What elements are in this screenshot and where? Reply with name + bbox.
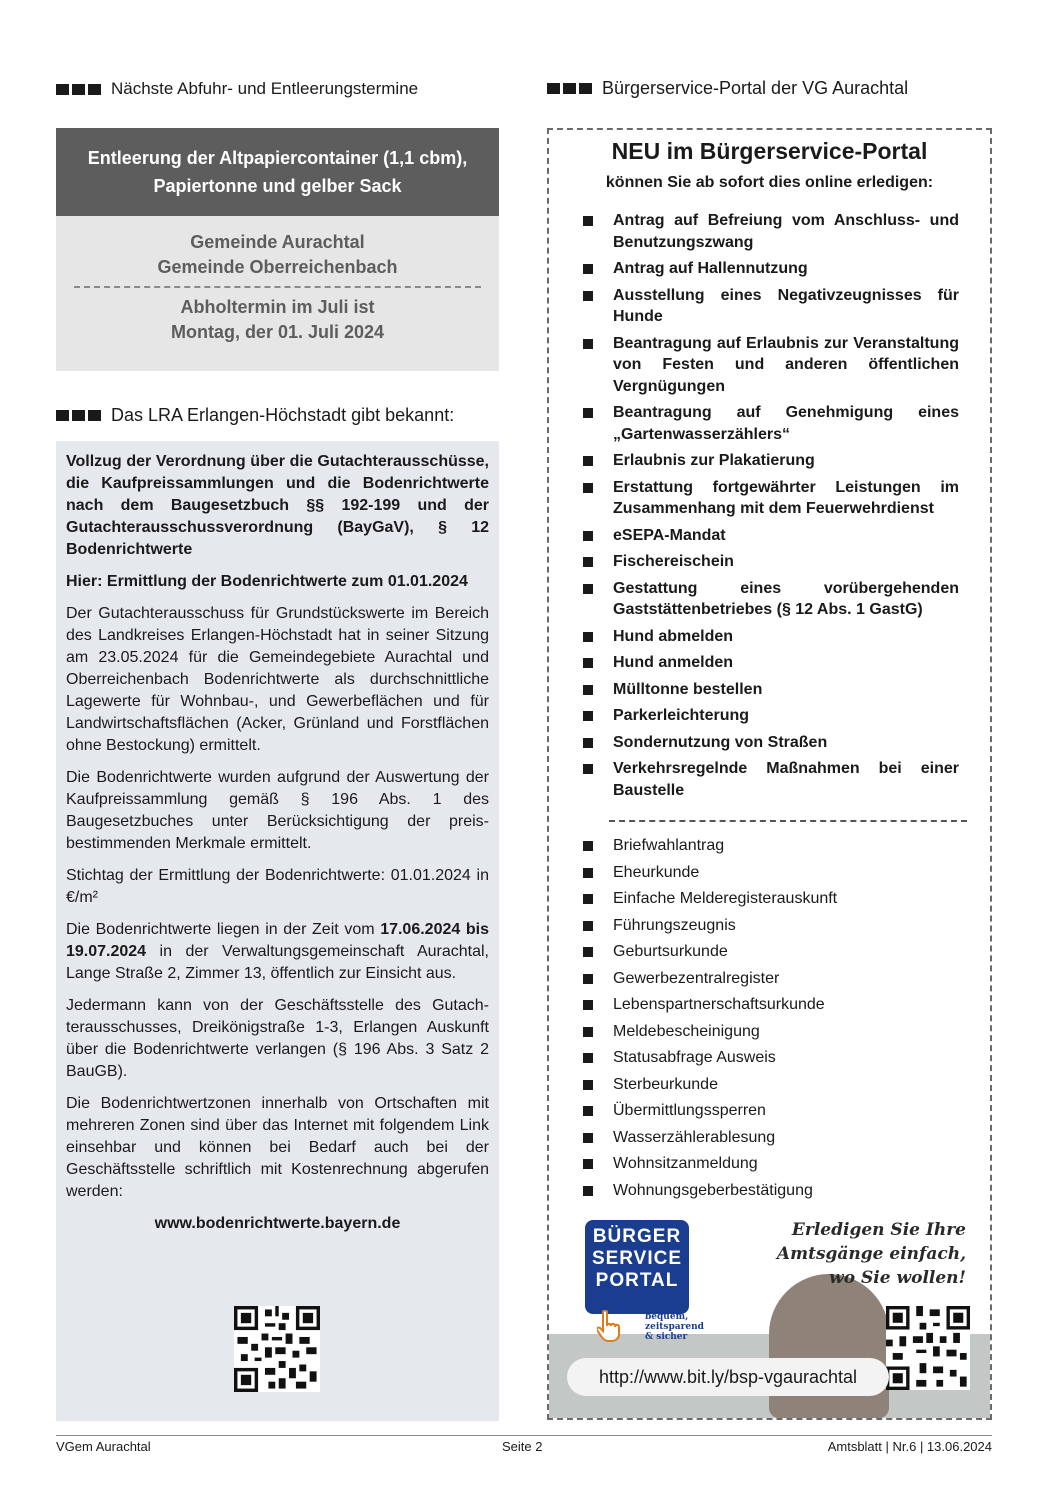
qr-code-icon — [234, 1306, 320, 1392]
abfuhr-box — [56, 128, 499, 371]
qr-code-icon — [886, 1306, 970, 1390]
portal-heading — [547, 78, 908, 99]
gemeinde-oberreichenbach: Gemeinde Oberreichenbach — [157, 257, 398, 277]
lra-heading — [56, 405, 454, 426]
heading-squares-icon — [56, 84, 101, 95]
heading-squares-icon — [547, 83, 592, 94]
lra-p6-dates: 17.06.2024 bis 19.07.2024 — [66, 921, 490, 960]
service-list-item: Übermittlungssperren — [583, 1100, 959, 1122]
abfuhr-divider — [74, 286, 481, 288]
service-list-item: Parkerleichterung — [583, 705, 959, 727]
lra-paragraph-5: Stichtag der Ermittlung der Bodenrichtwerte: 01.01.2024 in €/m² — [66, 867, 489, 906]
bodenrichtwerte-link[interactable]: www.bodenrichtwerte.bayern.de — [154, 1215, 401, 1232]
service-list-item: Antrag auf Befreiung vom Anschluss- und Benutzungszwang — [583, 210, 959, 253]
abholtermin-line1: Abholtermin im Juli ist — [180, 297, 375, 317]
service-list-item: Antrag auf Hallennutzung — [583, 258, 959, 280]
service-list-item: Gewerbezentralregister — [583, 968, 959, 990]
service-list-item: Gestattung eines vorübergehenden Gaststättenbetriebes (§ 12 Abs. 1 GastG) — [583, 578, 959, 621]
service-list-item: Eheurkunde — [583, 862, 959, 884]
logo-sub1: bequem, — [645, 1312, 689, 1322]
service-list-item: eSEPA-Mandat — [583, 525, 959, 547]
abfuhr-body — [56, 216, 499, 371]
gemeinde-aurachtal: Gemeinde Aurachtal — [190, 232, 365, 252]
footer-page-number: Seite 2 — [502, 1439, 543, 1454]
lra-paragraph-8: Die Bodenrichtwertzonen innerhalb von Ortschaften mit mehreren Zonen sind über das Internet mit folgendem Link einsehbar und können bei Bedarf auch bei der Geschäftsstelle schriftlich mit Kostenrechnung abgerufen werden: — [66, 1095, 489, 1200]
service-list-item: Ausstellung eines Negativzeugnisses für Hunde — [583, 285, 959, 328]
lra-paragraph-3: Der Gutachterausschuss für Grundstückswerte im Bereich des Landkreises Erlangen-Höchstadt hat in seiner Sitzung am 23.05.2024 für die Gemeindegebiete Aurachtal und Oberreichenbach Bodenrichtwerte als durchschnittliche Lagewerte für Wohnbau-, und Gewerbeflächen und für Landwirtschaftsflächen (Acker, Grünland und Forstflächen ohne Bestockung) ermittelt. — [66, 605, 489, 754]
lra-paragraph-1: Vollzug der Verordnung über die Gutachterausschüsse, die Kaufpreissammlungen und die Bodenrichtwerte nach dem Baugesetzbuch §§ 192-199 und der Gutachterausschussverordnung (BayGaV), § 12 Bodenrichtwerte — [66, 453, 489, 558]
abholtermin-line2: Montag, der 01. Juli 2024 — [170, 322, 385, 342]
lra-paragraph-4: Die Bodenrichtwerte wurden aufgrund der Auswertung der Kaufpreissammlung gemäß § 196 Abs. 1 des Baugesetzbuches unter Berücksichtigung der preisbestimmenden Merkmale ermittelt. — [66, 769, 489, 852]
service-list-item: Mülltonne bestellen — [583, 679, 959, 701]
portal-title: NEU im Bürgerservice-Portal — [611, 138, 928, 164]
lra-paragraph-6 — [66, 919, 489, 985]
service-list-item: Statusabfrage Ausweis — [583, 1047, 959, 1069]
service-list-item: Fischereischein — [583, 551, 959, 573]
service-list-item: Beantragung auf Erlaubnis zur Veranstaltung von Festen und anderen öffentlichen Vergnügungen — [583, 333, 959, 398]
service-list-item: Hund abmelden — [583, 626, 959, 648]
service-list-item: Sondernutzung von Straßen — [583, 732, 959, 754]
portal-url-link[interactable]: http://www.bit.ly/bsp-vgaurachtal — [567, 1358, 889, 1396]
existing-services-list — [583, 835, 959, 1206]
abfuhr-heading — [56, 79, 418, 99]
service-list-item: Wohnsitzanmeldung — [583, 1153, 959, 1175]
abfuhr-heading-text: Nächste Abfuhr- und Entleerungstermine — [111, 79, 419, 98]
service-list-item: Geburtsurkunde — [583, 941, 959, 963]
abfuhr-title-line2: Papiertonne und gelber Sack — [153, 176, 402, 196]
slogan-line1: Erledigen Sie Ihre — [791, 1220, 966, 1240]
slogan-line3: wo Sie wollen! — [829, 1268, 966, 1288]
logo-sub2: zeitsparend — [645, 1322, 704, 1332]
lra-heading-text: Das LRA Erlangen-Höchstadt gibt bekannt: — [111, 405, 455, 425]
abfuhr-title-line1: Entleerung der Altpapiercontainer (1,1 cbm), — [87, 148, 468, 168]
logo-tagline — [645, 1312, 704, 1342]
service-list-item: Führungszeugnis — [583, 915, 959, 937]
footer-left: VGem Aurachtal — [56, 1439, 151, 1454]
person-laptop-photo — [769, 1274, 889, 1418]
portal-subtitle: können Sie ab sofort dies online erledigen: — [605, 174, 934, 191]
abfuhr-title — [56, 128, 499, 216]
lra-paragraph-2: Hier: Ermittlung der Bodenrichtwerte zum 01.01.2024 — [66, 573, 468, 590]
service-list-item: Wohnungsgeberbestätigung — [583, 1180, 959, 1202]
buergerservice-portal-logo — [585, 1220, 689, 1314]
slogan-line2: Amtsgänge einfach, — [776, 1244, 966, 1264]
logo-line1: BÜRGER — [592, 1226, 682, 1247]
service-list-item: Beantragung auf Genehmigung eines „Gartenwasserzählers“ — [583, 402, 959, 445]
service-list-item: Erlaubnis zur Plakatierung — [583, 450, 959, 472]
logo-line2: SERVICE — [591, 1248, 683, 1269]
logo-sub3: & sicher — [645, 1332, 688, 1342]
footer-divider — [56, 1435, 992, 1436]
lra-paragraph-7: Jedermann kann von der Geschäftsstelle des Gutachterausschusses, Dreikönigstraße 1-3, Erlangen Auskunft über die Bodenrichtwerte verlangen (§ 196 Abs. 3 Satz 2 BauGB). — [66, 997, 489, 1080]
service-list-item: Lebenspartnerschaftsurkunde — [583, 994, 959, 1016]
portal-banner — [549, 1214, 990, 1418]
footer-right: Amtsblatt | Nr.6 | 13.06.2024 — [827, 1439, 992, 1454]
heading-squares-icon — [56, 410, 101, 421]
service-list-item: Briefwahlantrag — [583, 835, 959, 857]
pointing-hand-icon — [597, 1310, 627, 1342]
logo-line3: PORTAL — [595, 1270, 679, 1291]
service-list-item: Einfache Melderegisterauskunft — [583, 888, 959, 910]
service-list-item: Verkehrsregelnde Maßnahmen bei einer Baustelle — [583, 758, 959, 801]
lra-p6-a: Die Bodenrichtwerte liegen in der Zeit vom — [66, 921, 381, 938]
lra-p6-c: in der Verwaltungsgemeinschaft Aurachtal, Lange Straße 2, Zimmer 13, öffentlich zur Einsicht aus. — [66, 943, 489, 982]
service-list-item: Sterbeurkunde — [583, 1074, 959, 1096]
portal-divider — [609, 820, 967, 822]
service-list-item: Erstattung fortgewährter Leistungen im Zusammenhang mit dem Feuerwehrdienst — [583, 477, 959, 520]
new-services-list — [583, 210, 959, 806]
lra-notice-box — [56, 441, 499, 1421]
portal-box — [547, 128, 992, 1420]
portal-heading-text: Bürgerservice-Portal der VG Aurachtal — [602, 78, 909, 98]
service-list-item: Wasserzählerablesung — [583, 1127, 959, 1149]
banner-slogan — [726, 1218, 966, 1290]
service-list-item: Hund anmelden — [583, 652, 959, 674]
service-list-item: Meldebescheinigung — [583, 1021, 959, 1043]
